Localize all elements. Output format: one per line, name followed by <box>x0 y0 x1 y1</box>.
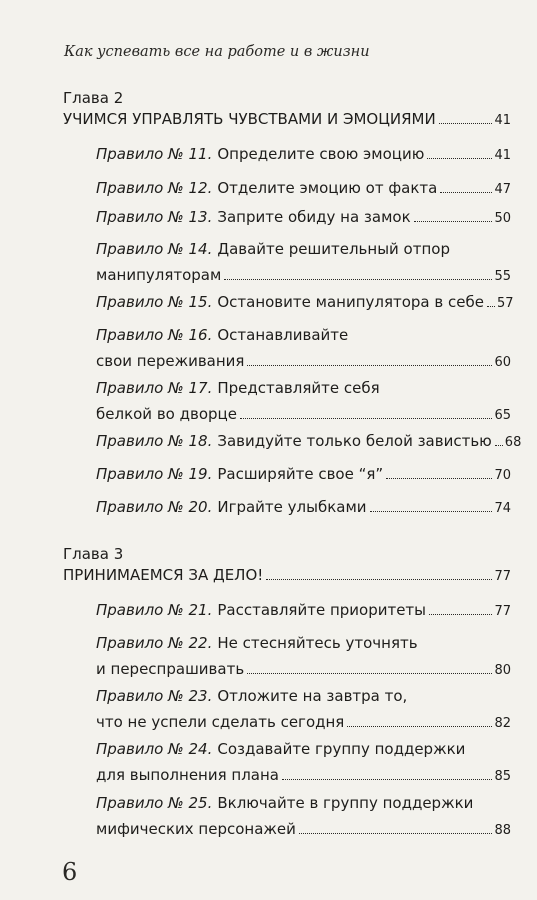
toc-entry-line <box>96 375 511 401</box>
toc-entry <box>96 736 511 790</box>
rule-label: Правило № 16. <box>96 326 213 344</box>
rule-label: Правило № 13. <box>96 208 213 226</box>
toc-entry <box>96 683 511 737</box>
toc-entry <box>96 597 511 625</box>
toc-entry-line <box>96 461 511 489</box>
toc-entry-line <box>96 175 511 203</box>
rule-label: Правило № 18. <box>96 432 213 450</box>
dot-leader <box>247 673 492 674</box>
toc-entry <box>96 428 522 456</box>
entry-page-number: 77 <box>494 604 511 619</box>
entry-page-number: 85 <box>494 769 511 784</box>
toc-entry <box>96 141 511 169</box>
entry-page-number: 65 <box>494 408 511 423</box>
entry-page-number: 80 <box>494 663 511 678</box>
chapter-page-number: 77 <box>494 569 511 584</box>
chapter-heading <box>63 88 511 132</box>
toc-entry <box>96 204 511 232</box>
toc-entry <box>96 289 514 317</box>
toc-entry-line <box>96 401 511 429</box>
toc-entry <box>96 630 511 684</box>
entry-page-number: 50 <box>494 211 511 226</box>
chapter-title: ПРИНИМАЕМСЯ ЗА ДЕЛО! <box>63 566 264 584</box>
rule-title: что не успели сделать сегодня <box>96 713 345 731</box>
toc-entry <box>96 322 511 376</box>
chapter-title-row <box>63 108 511 132</box>
dot-leader <box>440 192 492 193</box>
toc-entry-line <box>96 709 511 737</box>
rule-title: манипуляторам <box>96 266 222 284</box>
rule-title: Давайте решительный отпор <box>217 240 450 258</box>
dot-leader <box>370 511 493 512</box>
rule-label: Правило № 25. <box>96 794 213 812</box>
entry-page-number: 70 <box>494 468 511 483</box>
rule-title: мифических персонажей <box>96 820 296 838</box>
entry-page-number: 41 <box>494 148 511 163</box>
rule-title: Заприте обиду на замок <box>217 208 411 226</box>
rule-title: Представляйте себя <box>217 379 380 397</box>
dot-leader <box>247 365 492 366</box>
rule-title: Играйте улыбками <box>217 498 367 516</box>
dot-leader <box>439 123 493 124</box>
toc-entry <box>96 375 511 429</box>
rule-label: Правило № 14. <box>96 240 213 258</box>
toc-entry-line <box>96 656 511 684</box>
rule-title: Останавливайте <box>217 326 349 344</box>
dot-leader <box>282 779 492 780</box>
toc-entry <box>96 494 511 522</box>
toc-entry-line <box>96 262 511 290</box>
toc-entry-line <box>96 322 511 348</box>
entry-page-number: 88 <box>494 823 511 838</box>
rule-title: Определите свою эмоцию <box>217 145 425 163</box>
entry-page-number: 68 <box>504 435 522 450</box>
rule-label: Правило № 22. <box>96 634 213 652</box>
rule-title: белкой во дворце <box>96 405 237 423</box>
toc-entry-line <box>96 630 511 656</box>
rule-title: Включайте в группу поддержки <box>217 794 474 812</box>
toc-entry-line <box>96 204 511 232</box>
rule-title: Отделите эмоцию от факта <box>217 179 438 197</box>
rule-title: Завидуйте только белой завистью <box>217 432 492 450</box>
toc-entry-line <box>96 762 511 790</box>
rule-title: свои переживания <box>96 352 245 370</box>
chapter-label: Глава 2 <box>63 89 124 107</box>
entry-page-number: 57 <box>496 296 514 311</box>
chapter-heading <box>63 544 511 588</box>
rule-title: Создавайте группу поддержки <box>217 740 466 758</box>
rule-title: Остановите манипулятора в себе <box>217 293 484 311</box>
dot-leader <box>240 418 492 419</box>
entry-page-number: 47 <box>494 182 511 197</box>
chapter-title-row <box>63 564 511 588</box>
rule-title: для выполнения плана <box>96 766 279 784</box>
chapter-title: УЧИМСЯ УПРАВЛЯТЬ ЧУВСТВАМИ И ЭМОЦИЯМИ <box>63 110 436 128</box>
dot-leader <box>224 279 492 280</box>
entry-page-number: 60 <box>494 355 511 370</box>
toc-entry-line <box>96 736 511 762</box>
dot-leader <box>429 614 492 615</box>
entry-page-number: 74 <box>494 501 511 516</box>
toc-entry-line <box>96 428 522 456</box>
rule-label: Правило № 23. <box>96 687 213 705</box>
toc-entry-line <box>96 141 511 169</box>
dot-leader <box>427 158 492 159</box>
toc-entry-line <box>96 348 511 376</box>
dot-leader <box>495 445 503 446</box>
chapter-label: Глава 3 <box>63 545 124 563</box>
toc-entry <box>96 790 511 844</box>
rule-label: Правило № 19. <box>96 465 213 483</box>
entry-page-number: 55 <box>494 269 511 284</box>
rule-title: и переспрашивать <box>96 660 245 678</box>
rule-label: Правило № 12. <box>96 179 213 197</box>
toc-entry-line <box>96 790 511 816</box>
rule-label: Правило № 21. <box>96 601 213 619</box>
toc-entry-line <box>96 597 511 625</box>
rule-label: Правило № 20. <box>96 498 213 516</box>
toc-entry-line <box>96 683 511 709</box>
toc-entry-line <box>96 236 511 262</box>
rule-title: Не стесняйтесь уточнять <box>217 634 418 652</box>
running-head: Как успевать все на работе и в жизни <box>64 44 370 60</box>
dot-leader <box>414 221 493 222</box>
entry-page-number: 82 <box>494 716 511 731</box>
rule-label: Правило № 15. <box>96 293 213 311</box>
rule-label: Правило № 11. <box>96 145 213 163</box>
rule-title: Расширяйте свое “я” <box>217 465 384 483</box>
toc-entry-line <box>96 289 514 317</box>
dot-leader <box>487 306 495 307</box>
dot-leader <box>266 579 492 580</box>
toc-entry <box>96 461 511 489</box>
chapter-page-number: 41 <box>494 113 511 128</box>
toc-entry-line <box>96 494 511 522</box>
dot-leader <box>299 833 493 834</box>
toc-entry <box>96 236 511 290</box>
toc-entry <box>96 175 511 203</box>
rule-title: Отложите на завтра то, <box>217 687 408 705</box>
rule-label: Правило № 24. <box>96 740 213 758</box>
dot-leader <box>347 726 492 727</box>
rule-title: Расставляйте приоритеты <box>217 601 427 619</box>
rule-label: Правило № 17. <box>96 379 213 397</box>
dot-leader <box>386 478 492 479</box>
page-number: 6 <box>62 858 78 886</box>
toc-entry-line <box>96 816 511 844</box>
